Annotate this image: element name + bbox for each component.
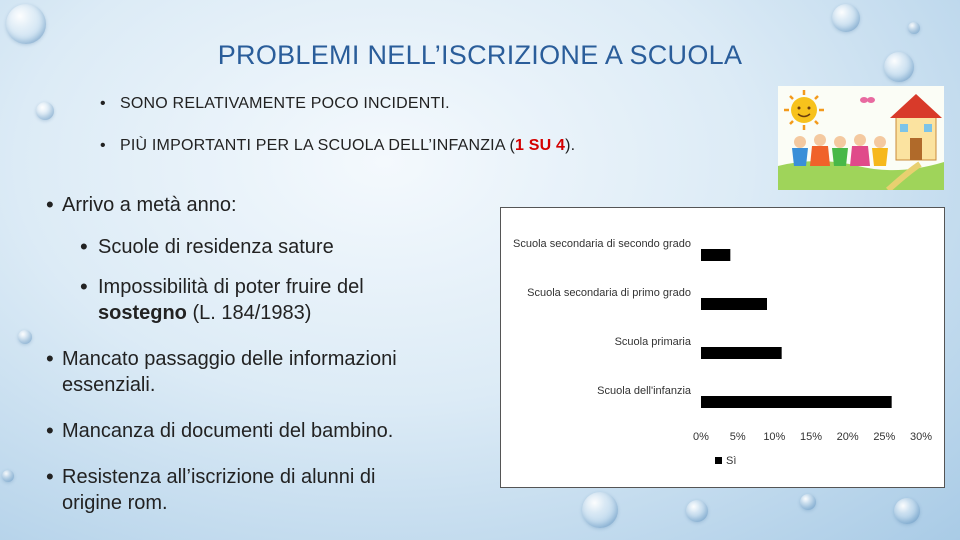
bar xyxy=(701,396,892,408)
subbullet-impossibilita: • Impossibilità di poter fruire del sostegno (L. 184/1983) xyxy=(80,274,364,324)
bubble-decoration xyxy=(6,4,46,44)
subbullet-scuole-sature: • Scuole di residenza sature xyxy=(80,234,334,259)
bubble-decoration xyxy=(894,498,920,524)
x-tick-label: 15% xyxy=(799,431,823,443)
bar xyxy=(701,249,730,261)
x-tick-label: 5% xyxy=(729,431,746,443)
bubble-decoration xyxy=(686,500,708,522)
category-label: Scuola dell'infanzia xyxy=(597,385,691,397)
bubble-decoration xyxy=(36,102,54,120)
category-label: Scuola primaria xyxy=(614,336,691,348)
bullet-mancanza-documenti: • Mancanza di documenti del bambino. xyxy=(46,418,394,443)
bubble-decoration xyxy=(582,492,618,528)
bullet-list xyxy=(46,192,492,516)
category-label: Scuola secondaria di secondo grado xyxy=(513,238,691,250)
x-tick-label: 0% xyxy=(693,431,709,443)
intro-list xyxy=(100,95,575,179)
bubble-decoration xyxy=(18,330,32,344)
bullet-mancato-passaggio: • Mancato passaggio delle informazioni essenziali. xyxy=(46,346,397,396)
bar xyxy=(701,347,782,359)
slide-title: PROBLEMI NELL’ISCRIZIONE A SCUOLA xyxy=(217,40,743,70)
children-illustration xyxy=(778,86,944,190)
category-label: Scuola secondaria di primo grado xyxy=(527,287,691,299)
x-tick-label: 10% xyxy=(763,431,786,443)
bullet-resistenza: • Resistenza all’iscrizione di alunni di origine rom. xyxy=(46,464,376,514)
x-tick-label: 25% xyxy=(873,431,896,443)
bubble-decoration xyxy=(908,22,920,34)
bubble-decoration xyxy=(832,4,860,32)
bubble-decoration xyxy=(800,494,816,510)
x-tick-label: 30% xyxy=(909,431,933,443)
legend-swatch xyxy=(715,457,722,464)
x-tick-label: 20% xyxy=(836,431,859,443)
highlight-ratio: 1 SU 4 xyxy=(514,137,566,154)
intro-point: • SONO RELATIVAMENTE POCO INCIDENTI. xyxy=(100,95,575,113)
legend-label: Sì xyxy=(726,455,737,467)
bubble-decoration xyxy=(2,470,14,482)
bar xyxy=(701,298,767,310)
bar-chart-svg xyxy=(501,208,944,487)
intro-point: • PIÙ IMPORTANTI PER LA SCUOLA DELL’INFANZIA (1 SU 4). xyxy=(100,137,575,155)
bar-chart xyxy=(500,207,945,488)
bullet-arrivo: • Arrivo a metà anno: xyxy=(46,192,237,217)
